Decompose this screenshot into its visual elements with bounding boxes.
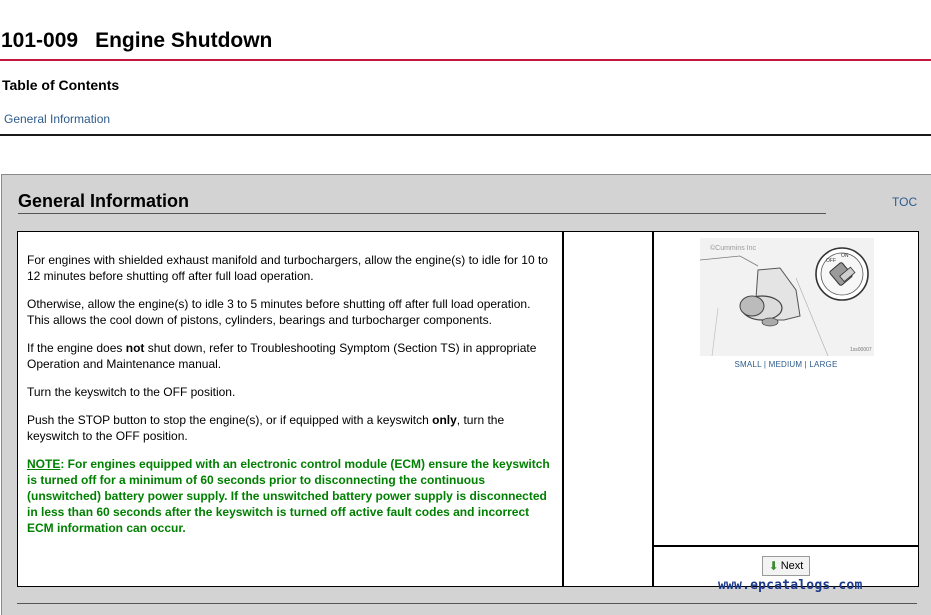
document-header (0, 0, 931, 61)
paragraph-keyswitch-off: Turn the keyswitch to the OFF position. (27, 385, 236, 399)
toc-divider (0, 134, 931, 136)
site-watermark: www.epcatalogs.com (718, 578, 863, 593)
emphasis-only: only (432, 413, 457, 427)
key-label-on: ON (841, 253, 849, 259)
procedure-code: 101-009 (1, 29, 79, 52)
next-button-label: Next (780, 560, 804, 572)
paragraph-idle-standard: Otherwise, allow the engine(s) to idle 3 to 5 minutes before shutting off after full load operation. This allows the cool down of pistons, cylinders, bearings and turbocharger components. (27, 297, 531, 327)
illustration-cell (653, 231, 919, 546)
down-arrow-icon: ⬇ (768, 559, 779, 573)
general-information-section (1, 174, 931, 615)
keyswitch-illustration[interactable] (700, 238, 874, 356)
title-divider (0, 59, 931, 61)
instructions-cell (17, 231, 563, 587)
figure-id: 1ss00007 (850, 347, 872, 353)
text-segment: , turn the keyswitch to the OFF position. (27, 413, 505, 443)
page-title (1, 29, 272, 53)
size-medium-link[interactable]: MEDIUM (768, 360, 803, 369)
section-bottom-divider (17, 603, 917, 604)
next-button[interactable] (762, 556, 810, 576)
ecm-note (27, 456, 555, 536)
section-title: General Information (18, 191, 190, 211)
image-size-links (654, 360, 918, 369)
text-segment: shut down, refer to Troubleshooting Symptom (Section TS) in appropriate Operation and Maintenance manual. (27, 341, 537, 371)
paragraph-idle-turbocharged: For engines with shielded exhaust manifold and turbochargers, allow the engine(s) to idle for 10 to 12 minutes before shutting off after full load operation. (27, 253, 548, 283)
key-label-off: OFF (826, 258, 836, 264)
section-title-divider (18, 213, 826, 214)
note-label: NOTE (27, 457, 61, 471)
note-text: : For engines equipped with an electronic control module (ECM) ensure the keyswitch is turned off for a minimum of 60 seconds prior to disconnecting the continuous (unswitched) battery power supply. If the unswitched battery power supply is disconnected in less than 60 seconds after the keyswitch is turned off active fault codes and incorrect ECM information can occur. (27, 457, 550, 535)
procedure-title: Engine Shutdown (95, 29, 273, 52)
size-separator: | (763, 360, 767, 369)
illustration-copyright: ©Cummins Inc (710, 245, 756, 252)
toc-heading: Table of Contents (2, 77, 120, 93)
text-segment: Push the STOP button to stop the engine(s), or if equipped with a keyswitch (27, 413, 433, 427)
toc-link-general-information[interactable]: General Information (4, 112, 111, 126)
toc-back-link[interactable]: TOC (892, 195, 918, 209)
paragraph-not-shut-down (27, 340, 555, 372)
emphasis-not: not (125, 341, 145, 355)
size-separator: | (804, 360, 807, 369)
instructions-text (27, 252, 555, 548)
size-small-link[interactable]: SMALL (734, 360, 762, 369)
text-segment: If the engine does (27, 341, 126, 355)
size-large-link[interactable]: LARGE (809, 360, 838, 369)
paragraph-stop-button (27, 412, 555, 444)
empty-column (563, 231, 653, 587)
